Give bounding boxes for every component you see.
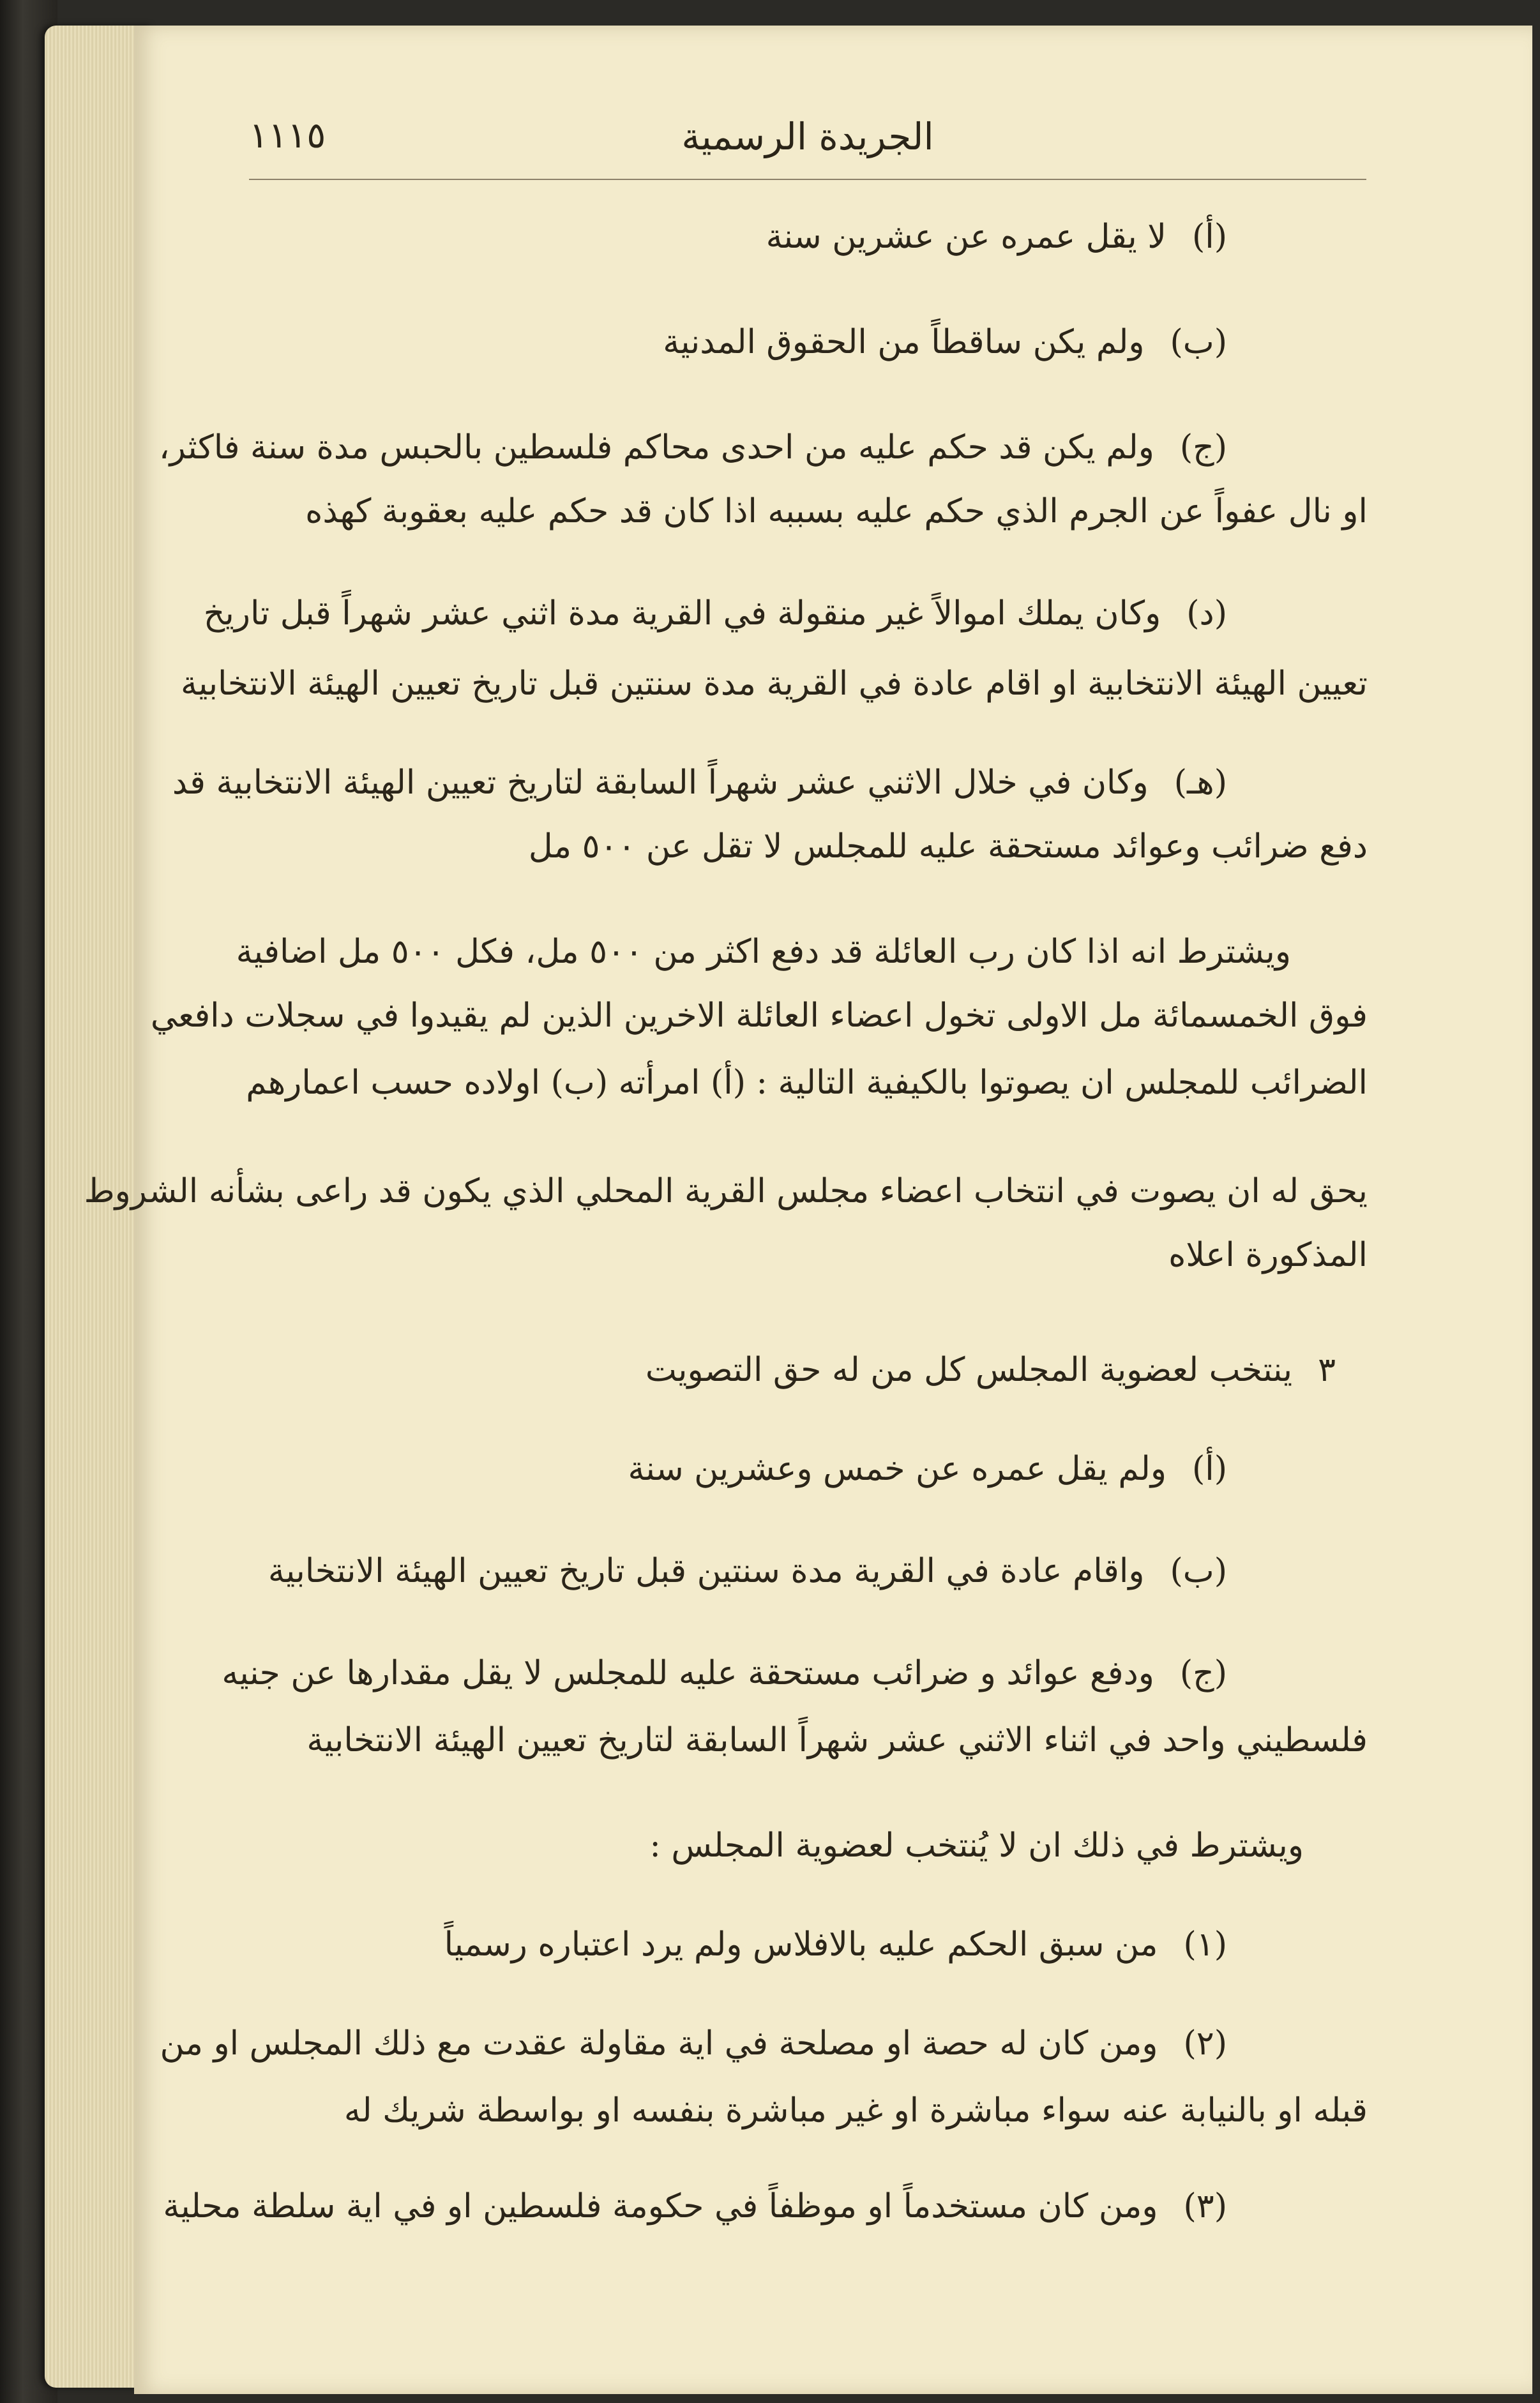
voter-condition-c [158,428,1227,467]
voter-condition-c-continued: او نال عفواً عن الجرم الذي حكم عليه بسببه اذا كان قد حكم عليه بعقوبة كهذه [305,492,1368,531]
voter-condition-d [203,594,1227,633]
disqualification-1 [444,1925,1227,1964]
item-marker: (ج) [1179,428,1227,467]
item-marker: (د) [1186,594,1227,633]
gazette-title: الجريدة الرسمية [681,115,934,158]
item-text: ومن كان مستخدماً او موظفاً في حكومة فلسطين او في اية سلطة محلية [163,2187,1158,2226]
item-marker: (أ) [1191,1450,1227,1488]
item-text: وكان يملك اموالاً غير منقولة في القرية مدة اثني عشر شهراً قبل تاريخ [203,594,1161,633]
voter-condition-b [663,323,1227,361]
item-text: لا يقل عمره عن عشرين سنة [766,218,1166,256]
disqualification-3 [163,2187,1227,2226]
candidate-condition-b [268,1552,1227,1590]
page-number: ١١١٥ [249,115,326,156]
proviso-line-3: الضرائب للمجلس ان يصوتوا بالكيفية التالية : (أ) امرأته (ب) اولاده حسب اعمارهم [246,1064,1368,1102]
item-text: ومن كان له حصة او مصلحة في اية مقاولة عقدت مع ذلك المجلس او من [160,2024,1158,2063]
candidate-condition-c [222,1654,1227,1692]
item-text: ولم يقل عمره عن خمس وعشرين سنة [628,1450,1166,1488]
header-rule [249,179,1366,180]
section-3-heading [645,1353,1336,1387]
item-text: ولم يكن قد حكم عليه من احدى محاكم فلسطين بالحبس مدة سنة فاكثر، [158,428,1154,467]
item-marker: (١) [1183,1925,1227,1964]
item-text: ولم يكن ساقطاً من الحقوق المدنية [663,323,1145,361]
voter-condition-e [172,764,1227,802]
disqualification-intro: ويشترط في ذلك ان لا يُنتخب لعضوية المجلس : [649,1827,1304,1865]
page-header [249,115,1366,185]
voter-condition-d-continued: تعيين الهيئة الانتخابية او اقام عادة في القرية مدة سنتين قبل تاريخ تعيين الهيئة الانتخابية [181,665,1368,703]
disqualification-2-continued: قبله او بالنيابة عنه سواء مباشرة او غير مباشرة بنفسه او بواسطة شريك له [343,2091,1368,2130]
item-marker: (ب) [1170,323,1227,361]
candidate-condition-a [628,1452,1227,1486]
candidate-condition-c-continued: فلسطيني واحد في اثناء الاثني عشر شهراً السابقة لتاريخ تعيين الهيئة الانتخابية [306,1721,1368,1759]
item-marker: (ج) [1179,1654,1227,1692]
item-marker: (ب) [1170,1552,1227,1590]
item-marker: (هـ) [1174,764,1227,802]
item-text: وكان في خلال الاثني عشر شهراً السابقة لتاريخ تعيين الهيئة الانتخابية قد [172,764,1149,802]
voter-condition-a [766,218,1227,256]
disqualification-2 [160,2024,1227,2063]
right-to-vote-line-2: المذكورة اعلاه [1168,1236,1368,1274]
right-to-vote-line-1: يحق له ان يصوت في انتخاب اعضاء مجلس القرية المحلي الذي يكون قد راعى بشأنه الشروط [84,1172,1368,1210]
proviso-line-1: ويشترط انه اذا كان رب العائلة قد دفع اكثر من ٥٠٠ مل، فكل ٥٠٠ مل اضافية [236,933,1291,971]
voter-condition-e-continued: دفع ضرائب وعوائد مستحقة عليه للمجلس لا تقل عن ٥٠٠ مل [528,827,1368,866]
section-number: ٣ [1318,1351,1336,1389]
item-text: من سبق الحكم عليه بالافلاس ولم يرد اعتباره رسمياً [444,1925,1158,1964]
section-text: ينتخب لعضوية المجلس كل من له حق التصويت [645,1351,1293,1389]
item-marker: (أ) [1191,218,1227,256]
proviso-line-2: فوق الخمسمائة مل الاولى تخول اعضاء العائلة الاخرين الذين لم يقيدوا في سجلات دافعي [150,997,1368,1035]
item-marker: (٢) [1183,2024,1227,2063]
item-marker: (٣) [1183,2187,1227,2226]
item-text: ودفع عوائد و ضرائب مستحقة عليه للمجلس لا يقل مقدارها عن جنيه [222,1654,1154,1692]
item-text: واقام عادة في القرية مدة سنتين قبل تاريخ تعيين الهيئة الانتخابية [268,1552,1145,1590]
